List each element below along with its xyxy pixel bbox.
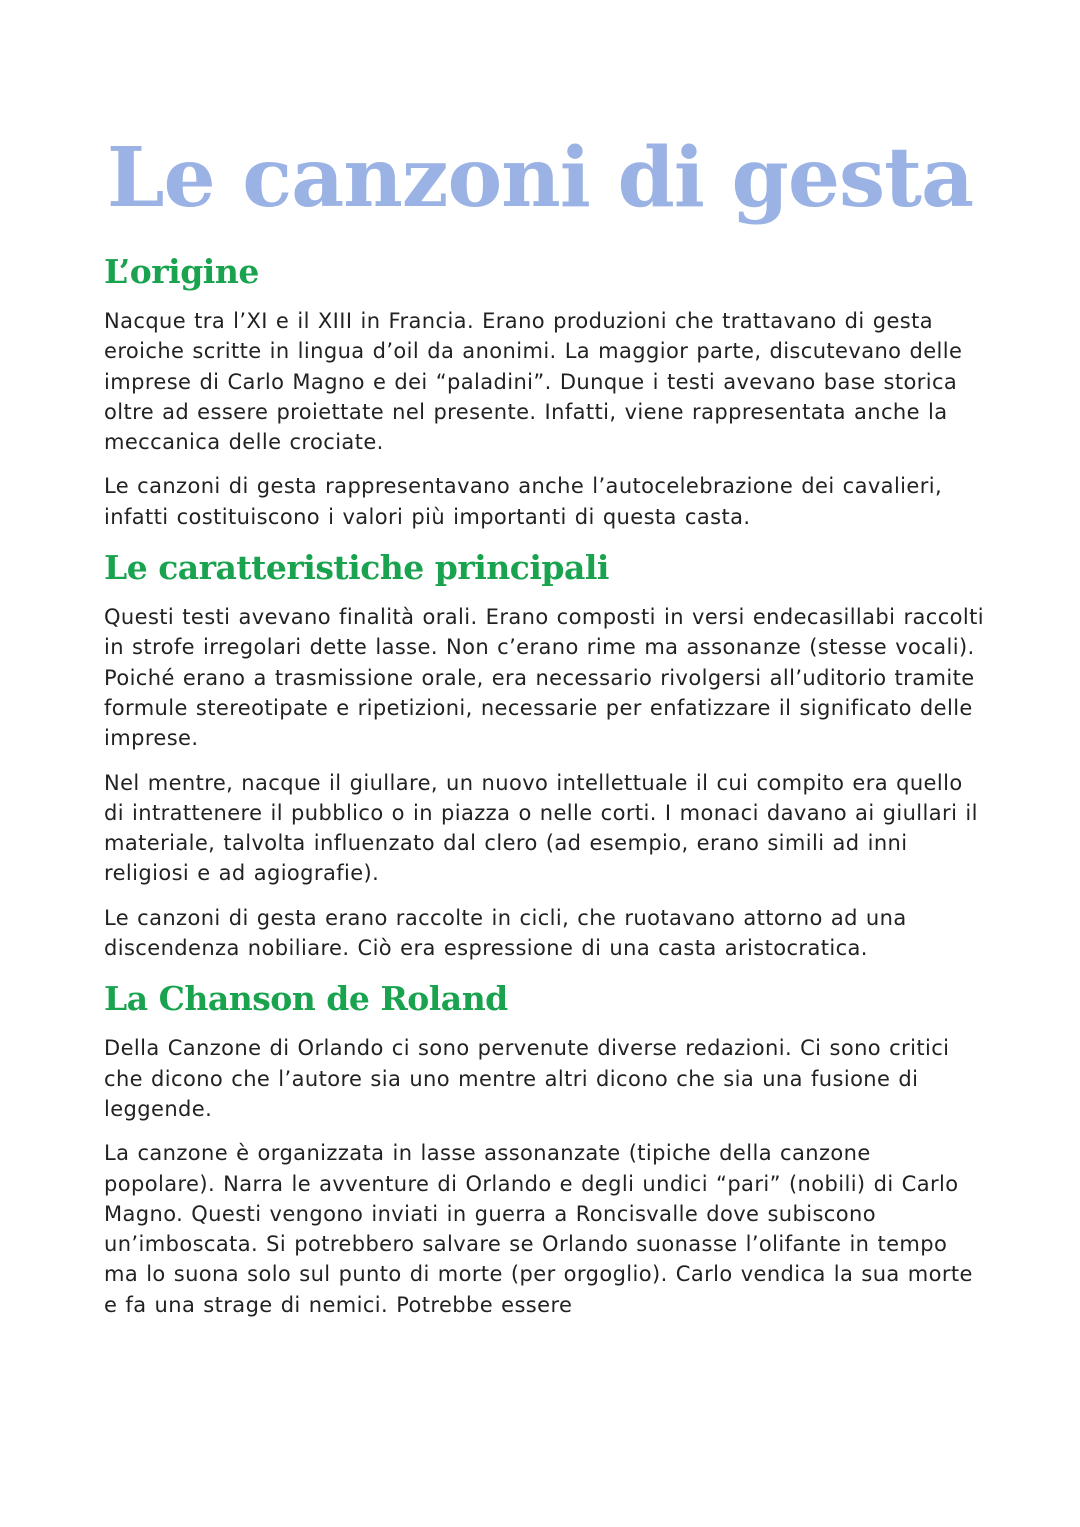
paragraph: Questi testi avevano finalità orali. Erano composti in versi endecasillabi raccolti in strofe irregolari dette lasse. Non c’erano rime ma assonanze (stesse vocali). [104, 605, 985, 660]
page-title: Le canzoni di gesta [106, 130, 974, 226]
paragraph: Le canzoni di gesta rappresentavano anche l’autocelebrazione dei cavalieri, infatti costituiscono i valori più importanti di questa casta. [104, 474, 943, 529]
section-heading: La Chanson de Roland [104, 979, 508, 1019]
paragraph: Poiché erano a trasmissione orale, era necessario rivolgersi all’uditorio tramite formule stereotipate e ripetizioni, necessarie per enfatizzare il significato delle imprese. [104, 665, 975, 751]
document-body [104, 250, 984, 1334]
paragraph: Nel mentre, nacque il giullare, un nuovo intellettuale il cui compito era quello di intrattenere il pubblico o in piazza o nelle corti. I monaci davano ai giullari il materiale, talvolta influenzato dal clero (ad esempio, erano simili ad inni religiosi e ad agiografie). [104, 770, 978, 886]
paragraph: Della Canzone di Orlando ci sono pervenute diverse redazioni. Ci sono critici che dicono che l’autore sia uno mentre altri dicono che sia una fusione di leggende. [104, 1036, 950, 1121]
paragraph: La canzone è organizzata in lasse assonanzate (tipiche della canzone popolare). Narra le avventure di Orlando e degli undici “pari” (nobili) di Carlo Magno. Questi vengono inviati in guerra a Roncisvalle dove subiscono un’imboscata. Si potrebbero salvare se Orlando suonasse l’olifante in tempo ma lo suona solo sul punto di morte (per orgoglio). Carlo vendica la sua morte e fa una strage di nemici. Potrebbe essere [104, 1141, 973, 1317]
section-characteristics [104, 546, 984, 963]
section-chanson-de-roland [104, 977, 984, 1320]
section-origin [104, 250, 984, 532]
section-heading: Le caratteristiche principali [104, 548, 609, 588]
paragraph: Nacque tra l’XI e il XIII in Francia. Erano produzioni che trattavano di gesta eroiche scritte in lingua d’oil da anonimi. La maggior parte, discutevano delle imprese di Carlo Magno e dei “paladini”. Dunque i testi avevano base storica oltre ad essere proiettate nel presente. Infatti, viene rappresentata anche la meccanica delle crociate. [104, 309, 963, 455]
paragraph: Le canzoni di gesta erano raccolte in cicli, che ruotavano attorno ad una discendenza nobiliare. Ciò era espressione di una casta aristocratica. [104, 905, 907, 961]
section-heading: L’origine [104, 252, 259, 291]
